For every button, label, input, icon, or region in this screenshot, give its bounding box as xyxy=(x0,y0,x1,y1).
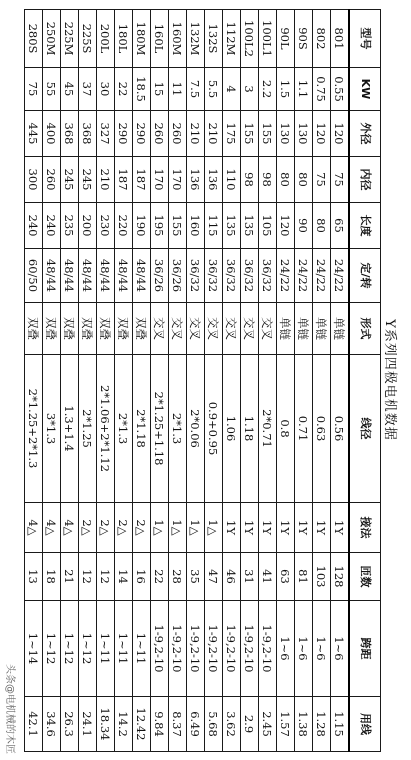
table-cell: 1.38 xyxy=(295,697,313,752)
table-cell: 9.84 xyxy=(151,697,169,752)
table-cell: 36/32 xyxy=(241,249,259,303)
table-cell: 24/22 xyxy=(331,249,350,303)
table-cell: 290 xyxy=(115,111,133,157)
table-cell: 2*1.06+2*1.12 xyxy=(97,355,115,503)
table-cell: 2△ xyxy=(133,503,151,553)
table-cell: 4△ xyxy=(25,503,43,553)
table-cell: 110 xyxy=(223,157,241,203)
table-cell: 155 xyxy=(169,203,187,249)
table-cell: 18.34 xyxy=(97,697,115,752)
table-cell: 245 xyxy=(61,157,79,203)
table-cell: 26.3 xyxy=(61,697,79,752)
table-cell: 98 xyxy=(241,157,259,203)
table-cell: 55 xyxy=(43,68,61,111)
table-cell: 200L xyxy=(97,10,115,68)
table-cell: 12 xyxy=(97,553,115,601)
table-cell: 1Y xyxy=(331,503,350,553)
table-row xyxy=(133,10,151,752)
table-cell: 63 xyxy=(277,553,295,601)
table-cell: 1Y xyxy=(313,503,331,553)
table-cell: 1~11 xyxy=(133,601,151,697)
column-header: 型号 xyxy=(349,10,381,68)
table-cell: 225M xyxy=(61,10,79,68)
table-cell: 6.49 xyxy=(187,697,205,752)
table-cell: 2.2 xyxy=(259,68,277,111)
table-cell: 290 xyxy=(133,111,151,157)
table-cell: 4△ xyxy=(61,503,79,553)
table-cell: 13 xyxy=(25,553,43,601)
table-cell: 交叉 xyxy=(187,303,205,355)
table-cell: 36/32 xyxy=(205,249,223,303)
table-cell: 260 xyxy=(43,157,61,203)
table-cell: 1~6 xyxy=(313,601,331,697)
table-cell: 2*1.18 xyxy=(133,355,151,503)
table-cell: 155 xyxy=(259,111,277,157)
table-cell: 28 xyxy=(169,553,187,601)
column-header: 定/转 xyxy=(349,249,381,303)
table-cell: 1-9,2-10 xyxy=(241,601,259,697)
table-cell: 132S xyxy=(205,10,223,68)
table-cell: 155 xyxy=(241,111,259,157)
table-cell: 12 xyxy=(79,553,97,601)
table-cell: 187 xyxy=(115,157,133,203)
table-cell: 1△ xyxy=(169,503,187,553)
table-cell: 260 xyxy=(151,111,169,157)
table-cell: 65 xyxy=(331,203,350,249)
table-cell: 2*1.25+2*1.3 xyxy=(25,355,43,503)
table-cell: 100L2 xyxy=(241,10,259,68)
table-cell: 98 xyxy=(259,157,277,203)
table-cell: 802 xyxy=(313,10,331,68)
table-cell: 双叠 xyxy=(61,303,79,355)
table-cell: 1.06 xyxy=(223,355,241,503)
table-cell: 2*1.25 xyxy=(79,355,97,503)
table-cell: 2△ xyxy=(97,503,115,553)
table-cell: 180M xyxy=(133,10,151,68)
table-cell: 11 xyxy=(169,68,187,111)
table-cell: 368 xyxy=(61,111,79,157)
table-cell: 160L xyxy=(151,10,169,68)
table-row xyxy=(205,10,223,752)
column-header: 线径 xyxy=(349,355,381,503)
table-cell: 47 xyxy=(205,553,223,601)
table-cell: 48/44 xyxy=(79,249,97,303)
table-cell: 24/22 xyxy=(313,249,331,303)
table-cell: 200 xyxy=(79,203,97,249)
table-cell: 2*1.25+1.18 xyxy=(151,355,169,503)
table-cell: 30 xyxy=(97,68,115,111)
table-cell: 16 xyxy=(133,553,151,601)
table-cell: 250M xyxy=(43,10,61,68)
table-cell: 195 xyxy=(151,203,169,249)
table-cell: 单链 xyxy=(331,303,350,355)
table-cell: 1Y xyxy=(277,503,295,553)
table-cell: 31 xyxy=(241,553,259,601)
table-cell: 160 xyxy=(187,203,205,249)
header-row xyxy=(349,10,381,752)
table-cell: 1.57 xyxy=(277,697,295,752)
table-cell: 327 xyxy=(97,111,115,157)
table-cell: 单链 xyxy=(295,303,313,355)
table-cell: 双叠 xyxy=(79,303,97,355)
table-cell: 0.55 xyxy=(331,68,350,111)
table-cell: 130 xyxy=(295,111,313,157)
table-cell: 14.2 xyxy=(115,697,133,752)
table-cell: 2*1.3 xyxy=(169,355,187,503)
table-cell: 22 xyxy=(115,68,133,111)
table-row xyxy=(97,10,115,752)
watermark: 头条@电机械的木匠 xyxy=(4,664,15,754)
table-cell: 18 xyxy=(43,553,61,601)
table-cell: 36/32 xyxy=(259,249,277,303)
column-header: 匝数 xyxy=(349,553,381,601)
table-row xyxy=(259,10,277,752)
table-cell: 130 xyxy=(277,111,295,157)
table-cell: 双叠 xyxy=(115,303,133,355)
table-cell: 1~14 xyxy=(25,601,43,697)
table-cell: 交叉 xyxy=(169,303,187,355)
table-cell: 230 xyxy=(97,203,115,249)
table-cell: 120 xyxy=(331,111,350,157)
table-cell: 双叠 xyxy=(133,303,151,355)
table-cell: 双叠 xyxy=(43,303,61,355)
table-cell: 1△ xyxy=(151,503,169,553)
table-cell: 90 xyxy=(295,203,313,249)
table-cell: 7.5 xyxy=(187,68,205,111)
table-cell: 80 xyxy=(277,157,295,203)
table-cell: 1~6 xyxy=(295,601,313,697)
table-cell: 2.9 xyxy=(241,697,259,752)
table-cell: 120 xyxy=(277,203,295,249)
table-cell: 1.15 xyxy=(331,697,350,752)
table-cell: 235 xyxy=(61,203,79,249)
table-cell: 1.1 xyxy=(295,68,313,111)
table-cell: 1△ xyxy=(205,503,223,553)
table-cell: 60/50 xyxy=(25,249,43,303)
table-row xyxy=(223,10,241,752)
table-cell: 210 xyxy=(205,111,223,157)
table-row xyxy=(241,10,259,752)
table-cell: 81 xyxy=(295,553,313,601)
table-row xyxy=(115,10,133,752)
table-cell: 34.6 xyxy=(43,697,61,752)
table-cell: 1~12 xyxy=(61,601,79,697)
table-cell: 0.71 xyxy=(295,355,313,503)
table-cell: 280S xyxy=(25,10,43,68)
table-cell: 112M xyxy=(223,10,241,68)
table-cell: 36/32 xyxy=(223,249,241,303)
table-cell: 135 xyxy=(223,203,241,249)
table-cell: 180L xyxy=(115,10,133,68)
table-cell: 132M xyxy=(187,10,205,68)
table-cell: 0.63 xyxy=(313,355,331,503)
table-row xyxy=(313,10,331,752)
table-cell: 交叉 xyxy=(151,303,169,355)
table-cell: 交叉 xyxy=(223,303,241,355)
table-cell: 175 xyxy=(223,111,241,157)
table-cell: 交叉 xyxy=(205,303,223,355)
table-cell: 1△ xyxy=(187,503,205,553)
column-header: 用线 xyxy=(349,697,381,752)
table-cell: 135 xyxy=(241,203,259,249)
table-cell: 48/44 xyxy=(97,249,115,303)
table-cell: 1Y xyxy=(223,503,241,553)
table-cell: 190 xyxy=(133,203,151,249)
table-cell: 1~11 xyxy=(115,601,133,697)
table-cell: 260 xyxy=(169,111,187,157)
table-cell: 801 xyxy=(331,10,350,68)
table-cell: 0.75 xyxy=(313,68,331,111)
table-cell: 187 xyxy=(133,157,151,203)
table-cell: 单链 xyxy=(277,303,295,355)
table-cell: 37 xyxy=(79,68,97,111)
table-cell: 128 xyxy=(331,553,350,601)
table-cell: 80 xyxy=(295,157,313,203)
table-cell: 交叉 xyxy=(259,303,277,355)
table-cell: 1-9,2-10 xyxy=(205,601,223,697)
table-cell: 160M xyxy=(169,10,187,68)
table-cell: 210 xyxy=(187,111,205,157)
table-cell: 4△ xyxy=(43,503,61,553)
table-cell: 2*0.71 xyxy=(259,355,277,503)
table-cell: 1-9,2-10 xyxy=(223,601,241,697)
table-row xyxy=(277,10,295,752)
table-cell: 46 xyxy=(223,553,241,601)
table-cell: 0.56 xyxy=(331,355,350,503)
table-cell: 1.3+1.4 xyxy=(61,355,79,503)
table-cell: 单链 xyxy=(313,303,331,355)
table-cell: 170 xyxy=(169,157,187,203)
table-cell: 2△ xyxy=(115,503,133,553)
table-cell: 42.1 xyxy=(25,697,43,752)
table-row xyxy=(79,10,97,752)
table-cell: 双叠 xyxy=(25,303,43,355)
table-cell: 100L1 xyxy=(259,10,277,68)
table-cell: 48/44 xyxy=(61,249,79,303)
table-cell: 75 xyxy=(313,157,331,203)
table-cell: 368 xyxy=(79,111,97,157)
table-cell: 24.1 xyxy=(79,697,97,752)
table-row xyxy=(151,10,169,752)
table-row xyxy=(331,10,350,752)
table-cell: 105 xyxy=(259,203,277,249)
table-cell: 1Y xyxy=(259,503,277,553)
table-cell: 交叉 xyxy=(241,303,259,355)
table-cell: 90S xyxy=(295,10,313,68)
table-cell: 1~12 xyxy=(79,601,97,697)
table-cell: 48/44 xyxy=(43,249,61,303)
table-cell: 48/44 xyxy=(133,249,151,303)
column-header: 内径 xyxy=(349,157,381,203)
table-cell: 75 xyxy=(25,68,43,111)
table-cell: 240 xyxy=(43,203,61,249)
table-cell: 2△ xyxy=(79,503,97,553)
table-cell: 14 xyxy=(115,553,133,601)
table-cell: 120 xyxy=(313,111,331,157)
table-cell: 36/32 xyxy=(187,249,205,303)
table-cell: 136 xyxy=(205,157,223,203)
table-cell: 5.68 xyxy=(205,697,223,752)
table-row xyxy=(187,10,205,752)
table-cell: 445 xyxy=(25,111,43,157)
table-cell: 2*0.06 xyxy=(187,355,205,503)
column-header: 接法 xyxy=(349,503,381,553)
table-cell: 45 xyxy=(61,68,79,111)
table-row xyxy=(43,10,61,752)
table-cell: 3*1.3 xyxy=(43,355,61,503)
table-cell: 210 xyxy=(97,157,115,203)
table-title: Y系列四极电机数据 xyxy=(382,319,397,441)
table-cell: 4 xyxy=(223,68,241,111)
table-cell: 1-9,2-10 xyxy=(187,601,205,697)
table-cell: 2*1.3 xyxy=(115,355,133,503)
table-cell: 136 xyxy=(187,157,205,203)
table-cell: 36/26 xyxy=(169,249,187,303)
table-cell: 1.28 xyxy=(313,697,331,752)
table-cell: 103 xyxy=(313,553,331,601)
table-cell: 18.5 xyxy=(133,68,151,111)
table-cell: 22 xyxy=(151,553,169,601)
column-header: 长度 xyxy=(349,203,381,249)
table-cell: 170 xyxy=(151,157,169,203)
table-row xyxy=(61,10,79,752)
table-cell: 3 xyxy=(241,68,259,111)
table-cell: 24/22 xyxy=(277,249,295,303)
column-header: 外径 xyxy=(349,111,381,157)
motor-data-table xyxy=(24,9,381,752)
table-cell: 41 xyxy=(259,553,277,601)
table-cell: 1~12 xyxy=(43,601,61,697)
table-cell: 220 xyxy=(115,203,133,249)
table-row xyxy=(169,10,187,752)
table-cell: 115 xyxy=(205,203,223,249)
table-cell: 35 xyxy=(187,553,205,601)
column-header: 跨距 xyxy=(349,601,381,697)
table-cell: 1~6 xyxy=(331,601,350,697)
table-cell: 1-9,2-10 xyxy=(259,601,277,697)
table-cell: 双叠 xyxy=(97,303,115,355)
table-cell: 300 xyxy=(25,157,43,203)
table-cell: 1.18 xyxy=(241,355,259,503)
table-cell: 1Y xyxy=(295,503,313,553)
table-cell: 48/44 xyxy=(115,249,133,303)
table-row xyxy=(25,10,43,752)
table-cell: 1Y xyxy=(241,503,259,553)
column-header: KW xyxy=(349,68,381,111)
table-cell: 36/26 xyxy=(151,249,169,303)
table-cell: 12.42 xyxy=(133,697,151,752)
table-cell: 8.37 xyxy=(169,697,187,752)
table-cell: 3.62 xyxy=(223,697,241,752)
table-cell: 0.8 xyxy=(277,355,295,503)
table-cell: 245 xyxy=(79,157,97,203)
table-cell: 75 xyxy=(331,157,350,203)
table-cell: 1.5 xyxy=(277,68,295,111)
table-cell: 1~11 xyxy=(97,601,115,697)
table-cell: 24/22 xyxy=(295,249,313,303)
table-cell: 80 xyxy=(313,203,331,249)
table-cell: 0.9+0.95 xyxy=(205,355,223,503)
table-cell: 15 xyxy=(151,68,169,111)
table-cell: 400 xyxy=(43,111,61,157)
column-header: 形式 xyxy=(349,303,381,355)
table-cell: 5.5 xyxy=(205,68,223,111)
table-cell: 240 xyxy=(25,203,43,249)
table-cell: 1-9,2-10 xyxy=(169,601,187,697)
table-row xyxy=(295,10,313,752)
table-cell: 1-9,2-10 xyxy=(151,601,169,697)
table-cell: 21 xyxy=(61,553,79,601)
table-cell: 1~6 xyxy=(277,601,295,697)
table-cell: 225S xyxy=(79,10,97,68)
table-cell: 2.45 xyxy=(259,697,277,752)
table-cell: 90L xyxy=(277,10,295,68)
